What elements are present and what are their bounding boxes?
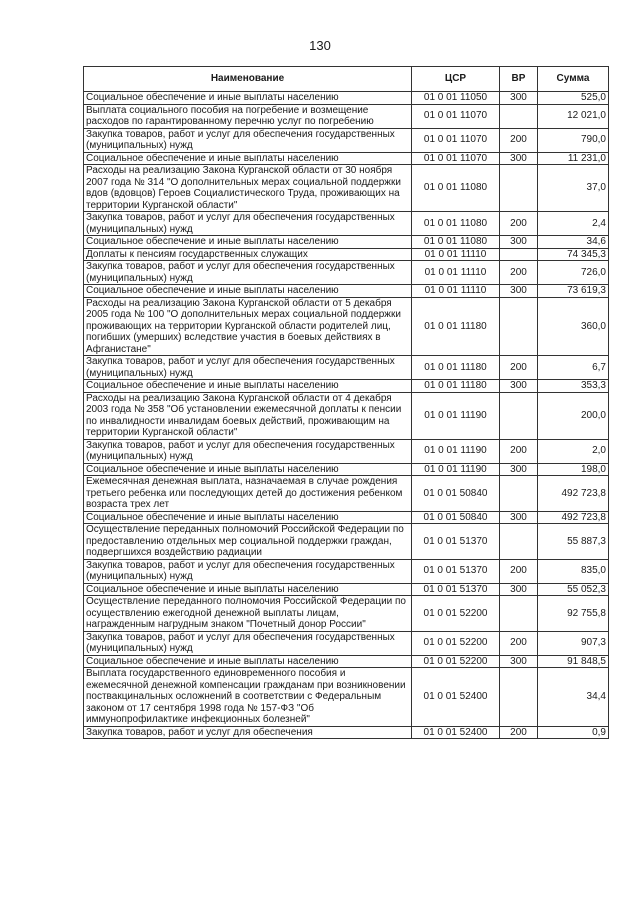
cell-vr: 200: [500, 356, 538, 380]
cell-vr: 200: [500, 212, 538, 236]
cell-csr: 01 0 01 52200: [412, 655, 500, 668]
table-row: [84, 285, 609, 298]
cell-vr: [500, 524, 538, 560]
table-row: [84, 297, 609, 356]
table-row: [84, 655, 609, 668]
cell-csr: 01 0 01 11070: [412, 104, 500, 128]
cell-name: Доплаты к пенсиям государственных служащих: [84, 248, 412, 261]
table-row: [84, 524, 609, 560]
cell-vr: 300: [500, 285, 538, 298]
cell-sum: 37,0: [538, 165, 609, 212]
cell-name: Ежемесячная денежная выплата, назначаемая в случае рождения третьего ребенка или последующих детей до достижения ребенком возраста трех лет: [84, 476, 412, 512]
cell-name: Закупка товаров, работ и услуг для обеспечения государственных (муниципальных) нужд: [84, 128, 412, 152]
header-name: Наименование: [84, 67, 412, 92]
cell-csr: 01 0 01 52200: [412, 631, 500, 655]
cell-csr: 01 0 01 11180: [412, 297, 500, 356]
cell-csr: 01 0 01 52200: [412, 596, 500, 632]
cell-name: Расходы на реализацию Закона Курганской области от 4 декабря 2003 года № 358 "Об установлении ежемесячной доплаты к пенсии по инвалидности инвалидам боевых действий, проживающим на территории Курганской области": [84, 392, 412, 439]
cell-vr: 300: [500, 152, 538, 165]
header-vr: ВР: [500, 67, 538, 92]
table-row: [84, 726, 609, 739]
cell-sum: 0,9: [538, 726, 609, 739]
table-row: [84, 128, 609, 152]
cell-sum: 34,4: [538, 668, 609, 727]
page-number: 130: [309, 38, 331, 53]
cell-vr: 200: [500, 261, 538, 285]
cell-name: Закупка товаров, работ и услуг для обеспечения: [84, 726, 412, 739]
cell-vr: 200: [500, 631, 538, 655]
cell-csr: 01 0 01 11110: [412, 248, 500, 261]
cell-csr: 01 0 01 52400: [412, 726, 500, 739]
cell-sum: 55 887,3: [538, 524, 609, 560]
cell-vr: 200: [500, 439, 538, 463]
cell-vr: 200: [500, 128, 538, 152]
cell-sum: 200,0: [538, 392, 609, 439]
table-row: [84, 152, 609, 165]
cell-csr: 01 0 01 51370: [412, 524, 500, 560]
table-row: [84, 583, 609, 596]
cell-csr: 01 0 01 11190: [412, 463, 500, 476]
table-row: [84, 380, 609, 393]
cell-name: Социальное обеспечение и иные выплаты населению: [84, 152, 412, 165]
budget-table: [83, 66, 609, 739]
cell-name: Социальное обеспечение и иные выплаты населению: [84, 380, 412, 393]
cell-name: Социальное обеспечение и иные выплаты населению: [84, 92, 412, 105]
cell-csr: 01 0 01 11190: [412, 392, 500, 439]
cell-name: Социальное обеспечение и иные выплаты населению: [84, 655, 412, 668]
cell-csr: 01 0 01 50840: [412, 511, 500, 524]
table-row: [84, 476, 609, 512]
cell-name: Закупка товаров, работ и услуг для обеспечения государственных (муниципальных) нужд: [84, 261, 412, 285]
cell-csr: 01 0 01 11110: [412, 261, 500, 285]
table-row: [84, 212, 609, 236]
cell-vr: [500, 104, 538, 128]
cell-vr: 300: [500, 511, 538, 524]
cell-csr: 01 0 01 11050: [412, 92, 500, 105]
cell-sum: 353,3: [538, 380, 609, 393]
cell-csr: 01 0 01 11110: [412, 285, 500, 298]
cell-name: Расходы на реализацию Закона Курганской области от 30 ноября 2007 года № 314 "О дополнительных мерах социальной поддержки вдов (вдовцов) Героев Социалистического Труда, проживающих на территории Курганской области": [84, 165, 412, 212]
cell-vr: 300: [500, 463, 538, 476]
cell-sum: 492 723,8: [538, 476, 609, 512]
cell-csr: 01 0 01 11070: [412, 128, 500, 152]
table-row: [84, 559, 609, 583]
cell-sum: 12 021,0: [538, 104, 609, 128]
cell-sum: 726,0: [538, 261, 609, 285]
cell-name: Закупка товаров, работ и услуг для обеспечения государственных (муниципальных) нужд: [84, 631, 412, 655]
table-row: [84, 248, 609, 261]
cell-name: Осуществление переданных полномочий Российской Федерации по предоставлению отдельных мер социальной поддержки граждан, подвергшихся воздействию радиации: [84, 524, 412, 560]
cell-sum: 907,3: [538, 631, 609, 655]
header-sum: Сумма: [538, 67, 609, 92]
cell-sum: 2,4: [538, 212, 609, 236]
table-row: [84, 511, 609, 524]
table-row: [84, 463, 609, 476]
cell-sum: 2,0: [538, 439, 609, 463]
cell-vr: [500, 392, 538, 439]
cell-vr: [500, 476, 538, 512]
cell-sum: 55 052,3: [538, 583, 609, 596]
table-header-row: [84, 67, 609, 92]
cell-vr: [500, 668, 538, 727]
cell-csr: 01 0 01 11080: [412, 212, 500, 236]
cell-vr: 300: [500, 583, 538, 596]
table-row: [84, 165, 609, 212]
cell-sum: 34,6: [538, 236, 609, 249]
cell-sum: 790,0: [538, 128, 609, 152]
cell-sum: 6,7: [538, 356, 609, 380]
cell-name: Закупка товаров, работ и услуг для обеспечения государственных (муниципальных) нужд: [84, 439, 412, 463]
cell-sum: 11 231,0: [538, 152, 609, 165]
cell-name: Закупка товаров, работ и услуг для обеспечения государственных (муниципальных) нужд: [84, 212, 412, 236]
table-row: [84, 596, 609, 632]
cell-vr: 200: [500, 726, 538, 739]
cell-vr: 300: [500, 236, 538, 249]
header-csr: ЦСР: [412, 67, 500, 92]
cell-csr: 01 0 01 11180: [412, 380, 500, 393]
cell-sum: 525,0: [538, 92, 609, 105]
cell-csr: 01 0 01 51370: [412, 583, 500, 596]
cell-name: Выплата социального пособия на погребение и возмещение расходов по гарантированному перечню услуг по погребению: [84, 104, 412, 128]
cell-name: Социальное обеспечение и иные выплаты населению: [84, 463, 412, 476]
table-row: [84, 236, 609, 249]
cell-csr: 01 0 01 11070: [412, 152, 500, 165]
cell-name: Социальное обеспечение и иные выплаты населению: [84, 511, 412, 524]
cell-vr: 300: [500, 380, 538, 393]
cell-sum: 198,0: [538, 463, 609, 476]
cell-vr: 300: [500, 655, 538, 668]
table-row: [84, 104, 609, 128]
cell-name: Выплата государственного единовременного пособия и ежемесячной денежной компенсации гражданам при возникновении поствакцинальных осложнений в соответствии с Федеральным законом от 17 сентября 1998 года № 157-ФЗ "Об иммунопрофилактике инфекционных болезней": [84, 668, 412, 727]
cell-name: Социальное обеспечение и иные выплаты населению: [84, 285, 412, 298]
cell-name: Социальное обеспечение и иные выплаты населению: [84, 583, 412, 596]
table-row: [84, 392, 609, 439]
cell-name: Закупка товаров, работ и услуг для обеспечения государственных (муниципальных) нужд: [84, 356, 412, 380]
cell-csr: 01 0 01 11080: [412, 236, 500, 249]
cell-name: Социальное обеспечение и иные выплаты населению: [84, 236, 412, 249]
table-row: [84, 439, 609, 463]
cell-csr: 01 0 01 11080: [412, 165, 500, 212]
cell-vr: [500, 165, 538, 212]
table-row: [84, 668, 609, 727]
cell-sum: 74 345,3: [538, 248, 609, 261]
cell-sum: 91 848,5: [538, 655, 609, 668]
cell-vr: [500, 297, 538, 356]
cell-sum: 492 723,8: [538, 511, 609, 524]
cell-csr: 01 0 01 52400: [412, 668, 500, 727]
cell-csr: 01 0 01 51370: [412, 559, 500, 583]
cell-csr: 01 0 01 11190: [412, 439, 500, 463]
cell-name: Осуществление переданного полномочия Российской Федерации по осуществлению ежегодной денежной выплаты лицам, награжденным нагрудным знаком "Почетный донор России": [84, 596, 412, 632]
cell-csr: 01 0 01 50840: [412, 476, 500, 512]
table-row: [84, 356, 609, 380]
cell-sum: 73 619,3: [538, 285, 609, 298]
cell-vr: 300: [500, 92, 538, 105]
cell-vr: 200: [500, 559, 538, 583]
cell-sum: 835,0: [538, 559, 609, 583]
table-row: [84, 261, 609, 285]
cell-sum: 92 755,8: [538, 596, 609, 632]
cell-vr: [500, 248, 538, 261]
cell-csr: 01 0 01 11180: [412, 356, 500, 380]
table-row: [84, 92, 609, 105]
table-row: [84, 631, 609, 655]
cell-name: Расходы на реализацию Закона Курганской области от 5 декабря 2005 года № 100 "О дополнительных мерах социальной поддержки проживающих на территории Курганской области родителей лиц, погибших (умерших) вследствие участия в боевых действиях в Афганистане": [84, 297, 412, 356]
cell-name: Закупка товаров, работ и услуг для обеспечения государственных (муниципальных) нужд: [84, 559, 412, 583]
cell-sum: 360,0: [538, 297, 609, 356]
cell-vr: [500, 596, 538, 632]
